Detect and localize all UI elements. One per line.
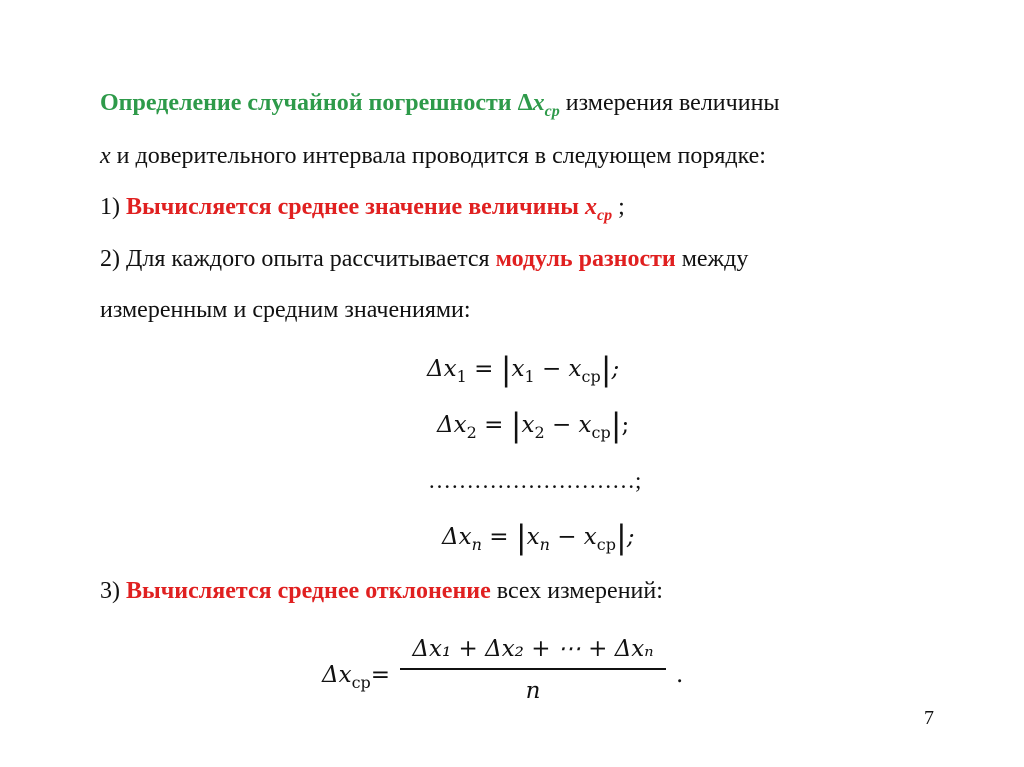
- mean-deviation-lhs: $\Delta x_{ср}=$: [322, 662, 391, 692]
- step-2-highlight: модуль разности: [495, 246, 676, 272]
- step-3: 3) Вычисляется среднее отклонение всех измерений:: [100, 578, 663, 604]
- page-number: 7: [924, 707, 934, 729]
- definition-lead: Определение случайной погрешности $\Delta x_{ср}$: [100, 90, 560, 120]
- step-1: 1) Вычисляется среднее значение величины $x_{ср}$ ;: [100, 194, 625, 224]
- step-2-line2: измеренным и средним значениями:: [100, 297, 471, 323]
- ellipsis-row: ………………………;: [428, 468, 642, 493]
- equation-1: $\Delta x_1 = |x_1 - x_{ср}|$;: [427, 350, 620, 388]
- variable-x: x: [100, 143, 111, 169]
- step-3-highlight: Вычисляется среднее отклонение: [126, 578, 491, 604]
- mean-deviation-fraction: [400, 634, 666, 706]
- fraction-numerator: Δx₁ + Δx₂ + ⋯ + Δxₙ: [412, 636, 654, 662]
- equation-n: $\Delta x_n = |x_n - x_{ср}|$;: [442, 518, 635, 556]
- fraction-denominator: n: [525, 677, 541, 704]
- equation-2: $\Delta x_2 = |x_2 - x_{ср}|$;: [437, 406, 630, 444]
- intro-rest: измерения величины: [559, 90, 780, 116]
- step-2-line1: 2) Для каждого опыта рассчитывается модуль разности между: [100, 246, 749, 272]
- paragraph-intro-line2: x и доверительного интервала проводится в следующем порядке:: [100, 143, 766, 169]
- step-1-highlight: Вычисляется среднее значение величины $x_{ср}$: [126, 194, 613, 224]
- mean-deviation-period: .: [676, 662, 684, 688]
- paragraph-intro-line1: [100, 88, 780, 127]
